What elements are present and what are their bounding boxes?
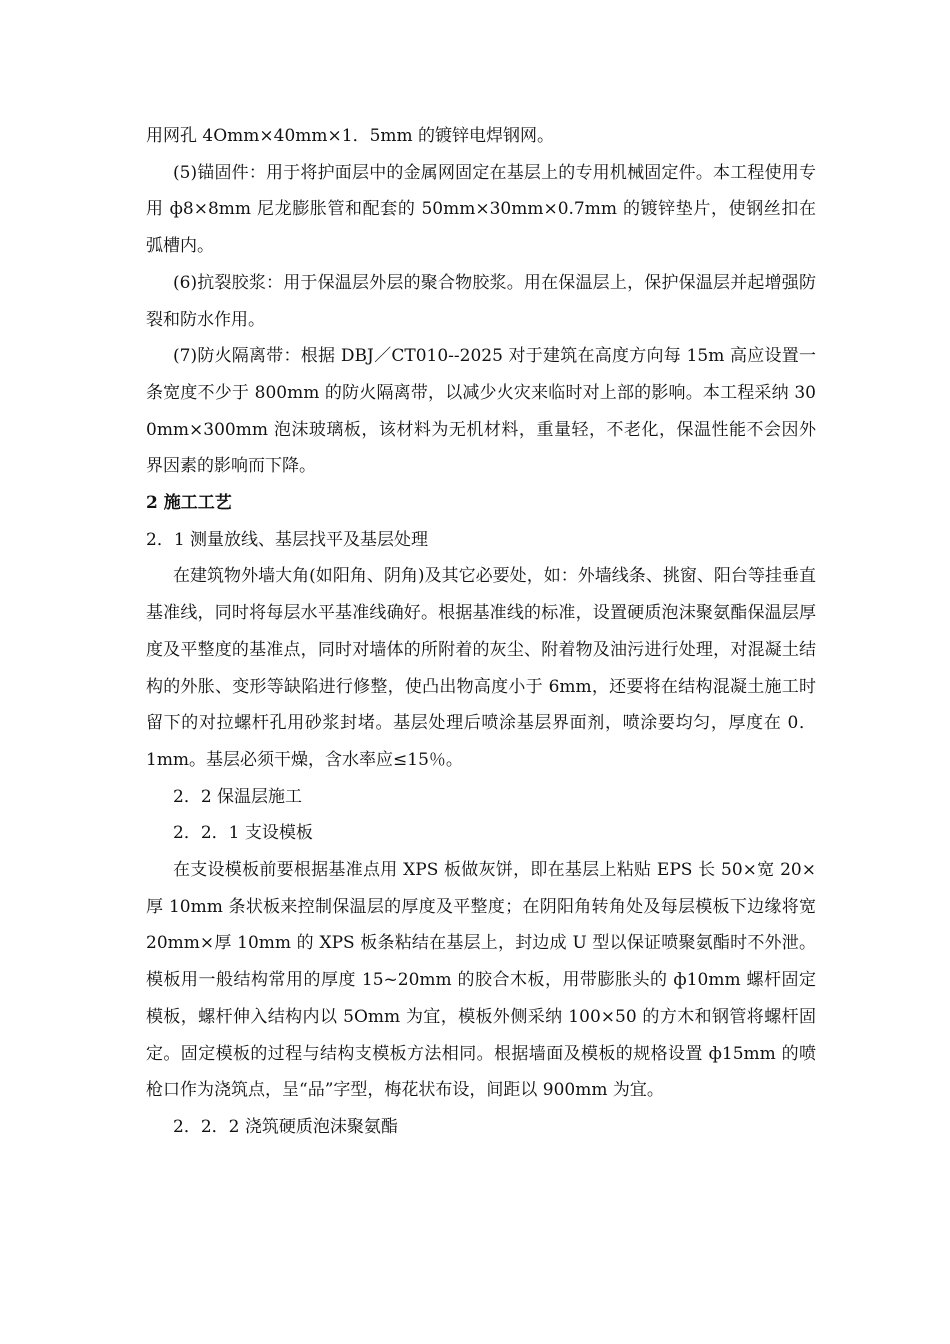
- paragraph-mesh-spec: 用网孔 4Omm×40mm×1．5mm 的镀锌电焊钢网。: [146, 126, 555, 146]
- paragraph-base-treatment: 在建筑物外墙大角(如阳角、阴角)及其它必要处，如：外墙线条、挑窗、阳台等挂垂直基准线，同时将每层水平基准线确好。根据基准线的标准，设置硬质泡沫聚氨酯保温层厚度及平整度的基准点，同时对墙体的所附着的灰尘、附着物及油污进行处理，对混凝土结构的外胀、变形等缺陷进行修整，使凸出物高度小于 6mm，还要将在结构混凝土施工时留下的对拉螺杆孔用砂浆封堵。基层处理后喷涂基层界面剂，喷涂要均匀，厚度在 0．1mm。基层必须干燥，含水率应≤15％。: [146, 566, 816, 770]
- paragraph-anti-crack-mortar: (6)抗裂胶浆：用于保温层外层的聚合物胶浆。用在保温层上，保护保温层并起增强防裂和防水作用。: [146, 272, 816, 330]
- document-page: [146, 118, 816, 1146]
- subsection-heading-2-2: 2．2 保温层施工: [173, 786, 303, 807]
- subsection-heading-2-1: 2．1 测量放线、基层找平及基层处理: [146, 529, 429, 550]
- paragraph-anchor: (5)锚固件：用于将护面层中的金属网固定在基层上的专用机械固定件。本工程使用专用 ф8×8mm 尼龙膨胀管和配套的 50mm×30mm×0.7mm 的镀锌垫片，使钢丝扣在弧槽内。: [146, 162, 816, 257]
- paragraph-fire-barrier: (7)防火隔离带：根据 DBJ／CT010--2025 对于建筑在高度方向每 15m 高应设置一条宽度不少于 800mm 的防火隔离带，以减少火灾来临时对上部的影响。本工程采纳 300mm×300mm 泡沫玻璃板，该材料为无机材料，重量轻，不老化，保温性能不会因外界因素的影响而下降。: [146, 346, 816, 477]
- section-heading-construction-process: 2 施工工艺: [146, 493, 232, 514]
- subsection-heading-2-2-1: 2．2．1 支设模板: [173, 823, 313, 844]
- subsection-heading-2-2-2: 2．2．2 浇筑硬质泡沫聚氨酯: [173, 1116, 398, 1137]
- paragraph-formwork: 在支设模板前要根据基准点用 XPS 板做灰饼，即在基层上粘贴 EPS 长 50×宽 20×厚 10mm 条状板来控制保温层的厚度及平整度；在阴阳角转角处及每层模板下边缘将宽 20mm×厚 10mm 的 XPS 板条粘结在基层上，封边成 U 型以保证喷聚氨酯时不外泄。模板用一般结构常用的厚度 15~20mm 的胶合木板，用带膨胀头的 ф10mm 螺杆固定模板，螺杆伸入结构内以 5Omm 为宜，模板外侧采纳 100×50 的方木和钢管将螺杆固定。固定模板的过程与结构支模板方法相同。根据墙面及模板的规格设置 ф15mm 的喷枪口作为浇筑点，呈“品”字型，梅花状布设，间距以 900mm 为宜。: [146, 860, 816, 1101]
